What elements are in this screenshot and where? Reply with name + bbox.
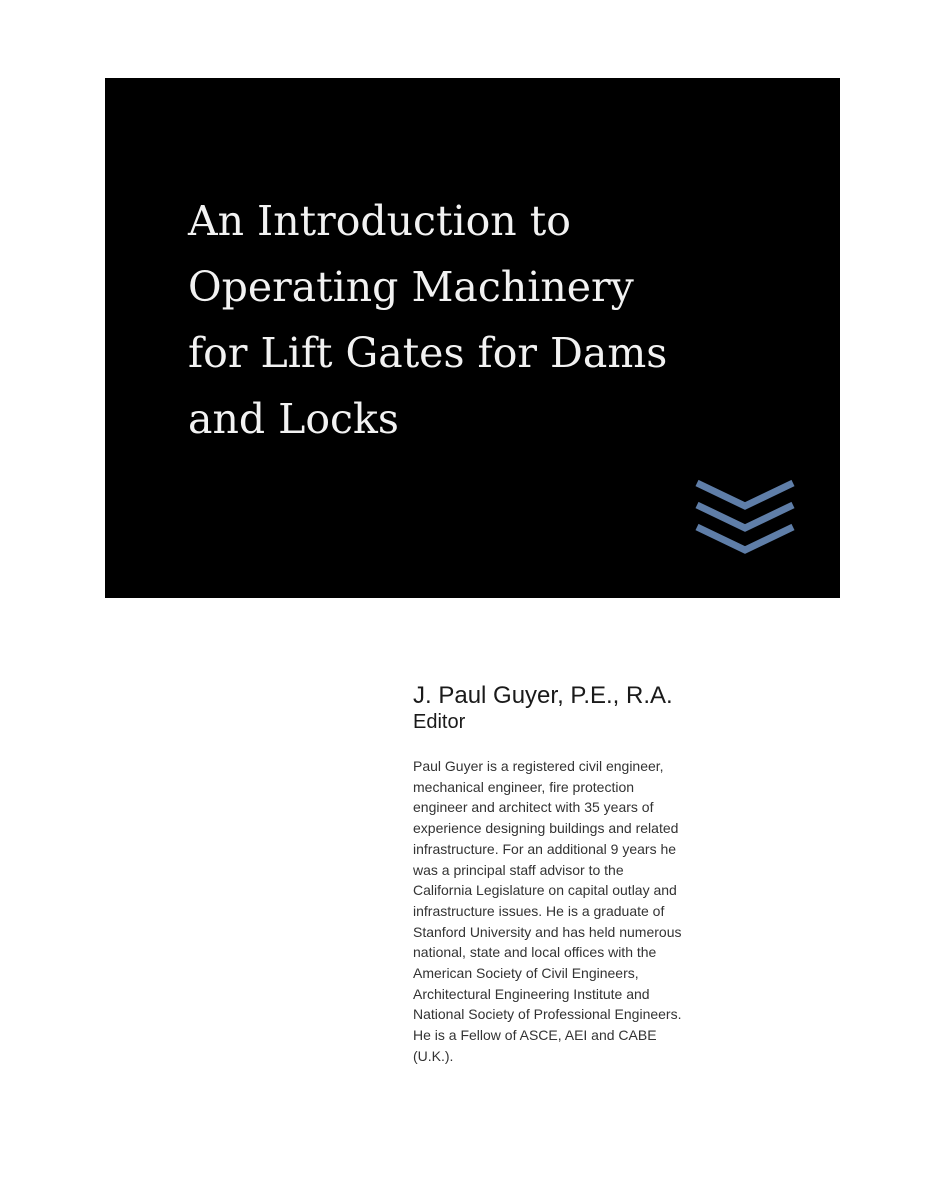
bio-line: Paul Guyer is a registered civil engineer, [413, 758, 664, 774]
title-line: An Introduction to [188, 197, 571, 245]
author-role: Editor [413, 711, 466, 733]
title-line: and Locks [188, 395, 399, 443]
bio-line: infrastructure. For an additional 9 years he [413, 840, 677, 857]
bio-line: experience designing buildings and related [413, 820, 679, 837]
book-title [188, 188, 748, 452]
triple-chevron-down-icon [695, 478, 795, 563]
bio-line: national, state and local offices with the [413, 944, 657, 961]
author-bio [413, 756, 773, 1067]
bio-line: Architectural Engineering Institute and [413, 985, 650, 1002]
title-line: for Lift Gates for Dams [188, 329, 668, 377]
bio-line: Stanford University and has held numerous [413, 923, 682, 940]
bio-line: American Society of Civil Engineers, [413, 965, 639, 982]
bio-line: mechanical engineer, fire protection [413, 778, 635, 795]
bio-line: National Society of Professional Engineers. [413, 1006, 682, 1023]
cover-panel [105, 78, 840, 598]
bio-line: (U.K.). [413, 1047, 454, 1064]
bio-line: was a principal staff advisor to the [413, 861, 624, 878]
bio-line: He is a Fellow of ASCE, AEI and CABE [413, 1027, 657, 1044]
bio-line: engineer and architect with 35 years of [413, 799, 654, 816]
bio-line: California Legislature on capital outlay and [413, 882, 677, 899]
bio-line: infrastructure issues. He is a graduate of [413, 902, 665, 919]
author-name: J. Paul Guyer, P.E., R.A. [413, 682, 673, 709]
title-line: Operating Machinery [188, 263, 634, 311]
author-block [413, 682, 793, 734]
